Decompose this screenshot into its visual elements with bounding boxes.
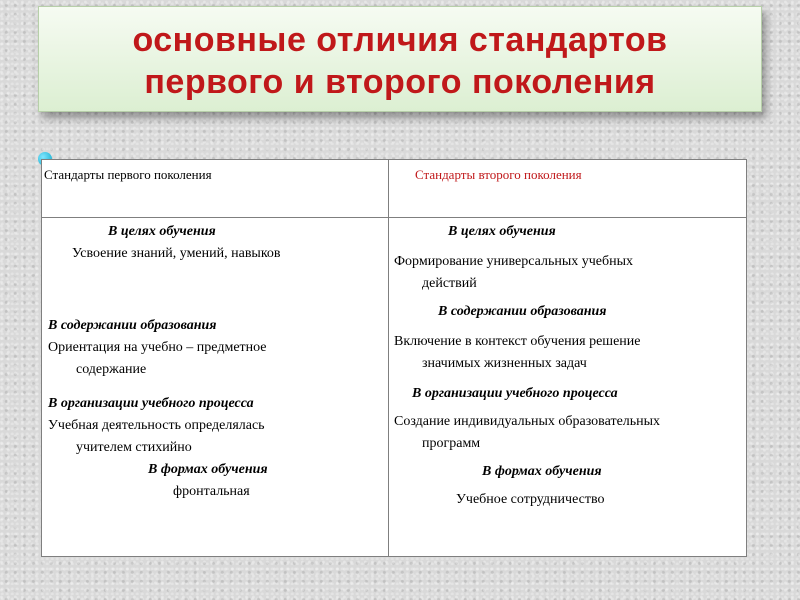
right-content-line2: значимых жизненных задач <box>422 356 587 371</box>
left-goals-label: В целях обучения <box>108 224 216 239</box>
left-content-line1: Ориентация на учебно – предметное <box>48 340 267 355</box>
left-goals-text: Усвоение знаний, умений, навыков <box>72 246 281 261</box>
table-body-row <box>42 218 747 557</box>
title-banner <box>38 6 762 112</box>
first-generation-cell <box>42 218 389 557</box>
right-goals-label: В целях обучения <box>448 224 556 239</box>
comparison-table <box>41 159 747 557</box>
left-process-label: В организации учебного процесса <box>48 396 254 411</box>
left-content-line2: содержание <box>76 362 147 377</box>
title-line-2: первого и второго поколения <box>144 63 656 101</box>
left-forms-label: В формах обучения <box>148 462 268 477</box>
right-goals-line2: действий <box>422 276 477 291</box>
left-process-line2: учителем стихийно <box>76 440 192 455</box>
left-content-label: В содержании образования <box>48 318 217 333</box>
table-header-row <box>42 160 747 218</box>
right-goals-line1: Формирование универсальных учебных <box>394 254 634 269</box>
header-first-generation: Стандарты первого поколения <box>42 160 389 218</box>
right-content-label: В содержании образования <box>438 304 607 319</box>
title-line-1: основные отличия стандартов <box>132 21 668 59</box>
right-content-line1: Включение в контекст обучения решение <box>394 334 641 349</box>
right-process-line1: Создание индивидуальных образовательных <box>394 414 661 429</box>
left-process-line1: Учебная деятельность определялась <box>48 418 265 433</box>
left-forms-text: фронтальная <box>173 484 250 499</box>
right-forms-label: В формах обучения <box>482 464 602 479</box>
second-generation-cell <box>389 218 747 557</box>
header-second-generation: Стандарты второго поколения <box>389 160 747 218</box>
right-forms-text: Учебное сотрудничество <box>456 492 605 507</box>
right-process-line2: программ <box>422 436 481 451</box>
right-process-label: В организации учебного процесса <box>412 386 618 401</box>
page-title <box>39 7 761 103</box>
